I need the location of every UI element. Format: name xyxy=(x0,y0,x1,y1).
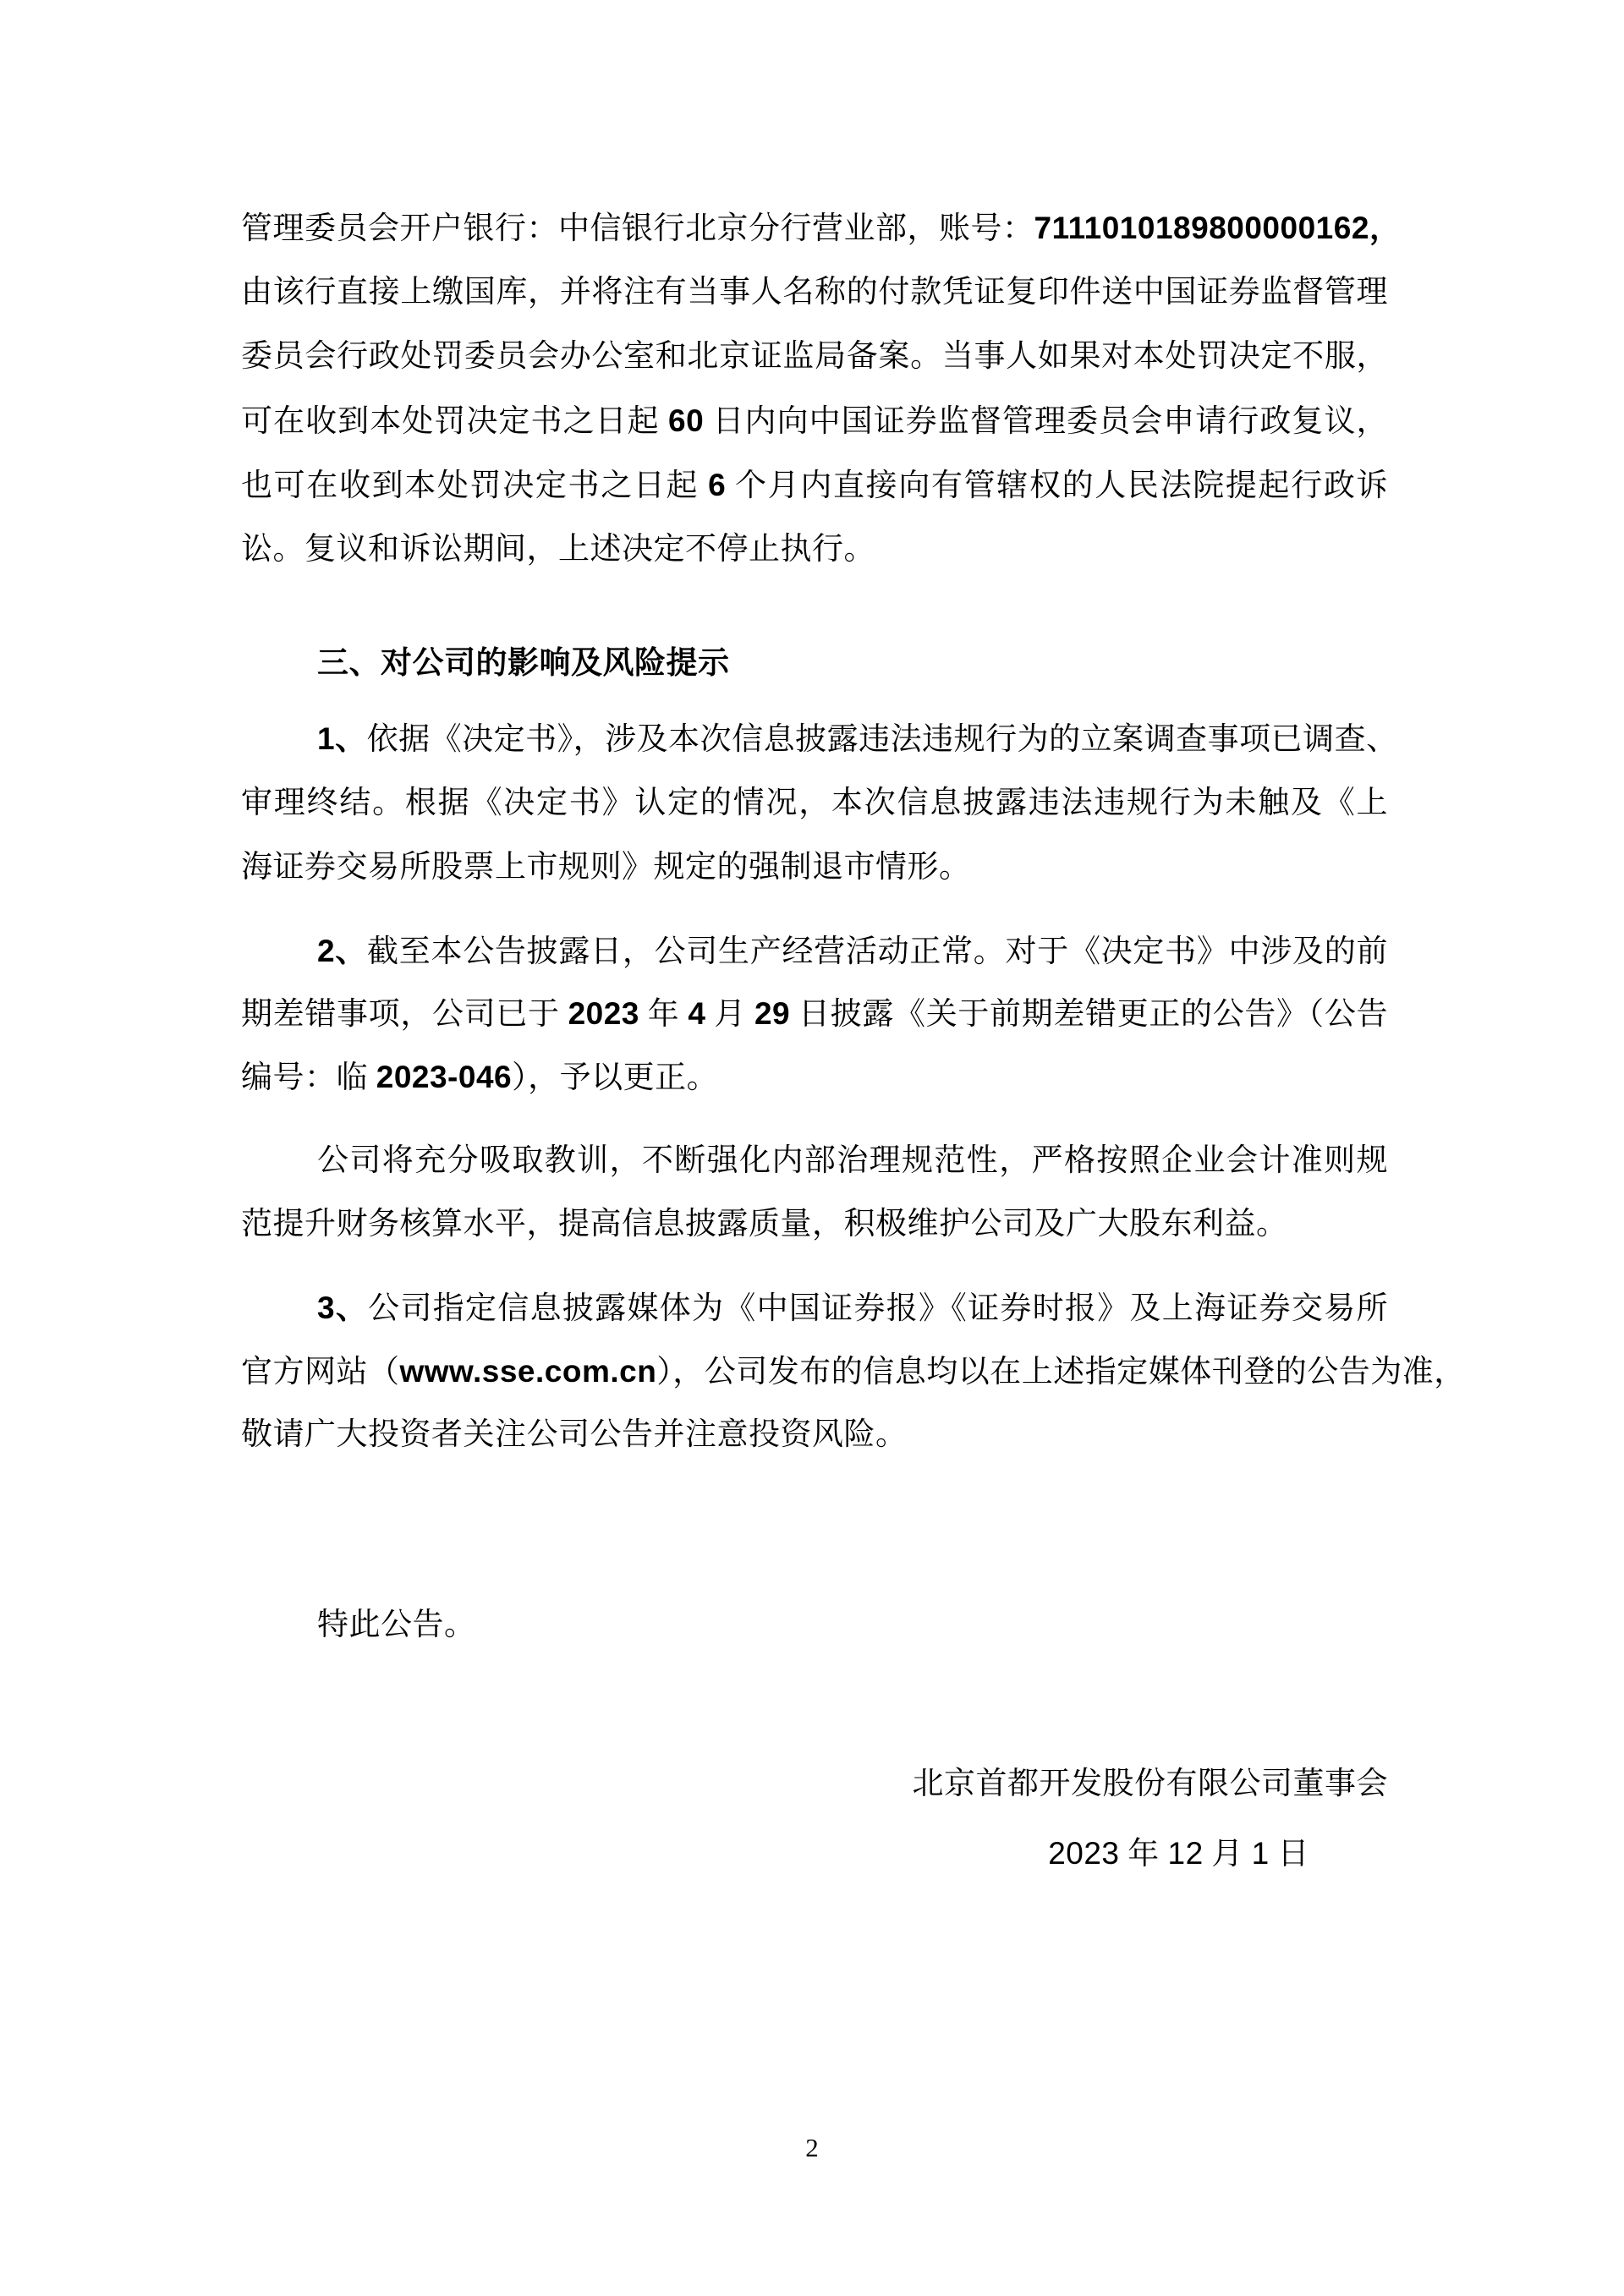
text-segment: 公司将充分吸取教训，不断强化内部治理规范性，严格按照企业会计准则规 xyxy=(317,1143,1388,1178)
opening-para-line-3 xyxy=(241,338,1388,375)
item3-line-3 xyxy=(241,1417,1388,1454)
opening-para-line-2 xyxy=(241,274,1388,311)
text-segment: 特此公告。 xyxy=(317,1608,476,1642)
number-segment: 2023-046 xyxy=(376,1060,513,1094)
number-segment: 3、 xyxy=(317,1290,369,1325)
number-segment: 1、 xyxy=(317,721,367,756)
text-segment: 也可在收到本处罚决定书之日起 xyxy=(241,469,709,503)
number-segment: 6 xyxy=(708,468,727,502)
text-segment: 日 xyxy=(1269,1837,1309,1871)
closing-statement xyxy=(241,1607,1388,1644)
signature-company xyxy=(241,1766,1388,1803)
number-segment: 2023 xyxy=(1048,1836,1120,1871)
text-segment: 期差错事项，公司已于 xyxy=(241,997,568,1032)
text-segment: ），予以更正。 xyxy=(512,1060,719,1095)
text-segment: 月 xyxy=(1203,1837,1252,1871)
text-segment: 月 xyxy=(705,997,754,1032)
number-segment: 1 xyxy=(1251,1836,1270,1871)
text-segment: 范提升财务核算水平，提高信息披露质量，积极维护公司及广大股东利益。 xyxy=(241,1207,1288,1241)
text-segment: 由该行直接上缴国库，并将注有当事人名称的付款凭证复印件送中国证券监督管理 xyxy=(241,275,1388,310)
text-segment: 日内向中国证券监督管理委员会申请行政复议， xyxy=(704,404,1389,439)
number-segment: www.sse.com.cn xyxy=(399,1354,657,1389)
opening-para-line-1 xyxy=(241,210,1402,248)
text-segment: ），公司发布的信息均以在上述指定媒体刊登的公告为准， xyxy=(656,1355,1466,1389)
opening-para-line-5 xyxy=(241,467,1388,505)
number-segment: 2、 xyxy=(317,934,368,968)
text-segment: 年 xyxy=(1119,1837,1168,1871)
text-segment: 讼。复议和诉讼期间，上述决定不停止执行。 xyxy=(241,532,875,567)
item3-line-1 xyxy=(241,1290,1388,1328)
text-segment: 个月内直接向有管辖权的人民法院提起行政诉 xyxy=(726,469,1389,503)
section-heading xyxy=(241,645,1388,682)
number-segment: 2023 xyxy=(568,996,639,1031)
item2-line-2 xyxy=(241,995,1388,1033)
text-segment: 审理终结。根据《决定书》认定的情况，本次信息披露违法违规行为未触及《上 xyxy=(241,786,1388,820)
page-number: 2 xyxy=(805,2133,819,2162)
text-segment: 公司指定信息披露媒体为《中国证券报》《证券时报》及上海证券交易所 xyxy=(368,1291,1389,1326)
signature-date xyxy=(241,1835,1388,1873)
item2-line-1 xyxy=(241,933,1388,971)
text-segment: 官方网站（ xyxy=(241,1355,400,1389)
text-segment: 依据《决定书》，涉及本次信息披露违法违规行为的立案调查事项已调查、 xyxy=(366,722,1398,757)
opening-para-line-4 xyxy=(241,403,1388,441)
conclusion-para-line-2 xyxy=(241,1206,1388,1243)
text-segment: 管理委员会开户银行：中信银行北京分行营业部，账号： xyxy=(241,211,1034,246)
item1-line-1 xyxy=(241,721,1398,759)
opening-para-line-6 xyxy=(241,531,1388,568)
number-segment: 12 xyxy=(1167,1836,1204,1871)
number-segment: 7111010189800000162， xyxy=(1034,211,1402,245)
item3-line-2 xyxy=(241,1353,1466,1391)
text-segment: 三、对公司的影响及风险提示 xyxy=(317,646,730,681)
number-segment: 4 xyxy=(688,996,706,1031)
item1-line-3 xyxy=(241,849,1388,886)
item1-line-2 xyxy=(241,785,1388,822)
item2-line-3 xyxy=(241,1059,1388,1097)
number-segment: 29 xyxy=(754,996,791,1031)
text-column xyxy=(241,0,1466,2296)
text-segment: 北京首都开发股份有限公司董事会 xyxy=(912,1767,1388,1801)
text-segment: 年 xyxy=(639,997,689,1032)
text-segment: 敬请广大投资者关注公司公告并注意投资风险。 xyxy=(241,1417,908,1452)
text-segment: 可在收到本处罚决定书之日起 xyxy=(241,404,668,439)
number-segment: 60 xyxy=(668,403,705,438)
text-segment: 委员会行政处罚委员会办公室和北京证监局备案。当事人如果对本处罚决定不服， xyxy=(241,339,1388,374)
text-segment: 编号：临 xyxy=(241,1060,376,1095)
text-segment: 海证券交易所股票上市规则》规定的强制退市情形。 xyxy=(241,850,971,885)
conclusion-para-line-1 xyxy=(241,1143,1388,1180)
text-segment: 截至本公告披露日，公司生产经营活动正常。对于《决定书》中涉及的前 xyxy=(367,934,1389,969)
text-segment: 日披露《关于前期差错更正的公告》（公告 xyxy=(790,997,1389,1032)
